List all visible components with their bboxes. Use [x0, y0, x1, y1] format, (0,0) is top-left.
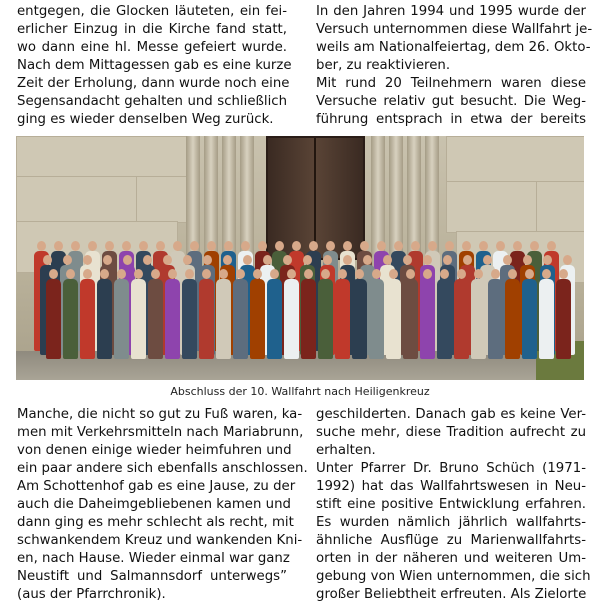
person-head — [173, 241, 182, 251]
person-figure — [199, 279, 214, 359]
person-head — [479, 241, 488, 251]
person-head — [503, 255, 512, 265]
person-head — [343, 255, 352, 265]
person-head — [355, 269, 364, 279]
person-figure — [539, 279, 554, 359]
text-line: Versuche relativ gut besucht. Die Weg- — [316, 94, 586, 109]
person-figure — [318, 279, 333, 359]
person-head — [530, 241, 539, 251]
person-head — [292, 241, 301, 251]
person-head — [203, 255, 212, 265]
person-head — [360, 241, 369, 251]
text-line: suche mehr, diese Tradition aufrecht zu — [316, 425, 586, 440]
person-head — [168, 269, 177, 279]
person-head — [508, 269, 517, 279]
text-line: 1992) hat das Wallfahrtswesen in Neu- — [316, 479, 586, 494]
person-figure — [80, 279, 95, 359]
text-line: erhalten. — [316, 443, 376, 458]
person-head — [241, 241, 250, 251]
person-head — [183, 255, 192, 265]
person-head — [63, 255, 72, 265]
person-head — [236, 269, 245, 279]
text-line: ähnliche Ausflüge zu Marienwallfahrts- — [316, 533, 586, 548]
person-head — [202, 269, 211, 279]
person-figure — [301, 279, 316, 359]
text-line: auch die Daheimgebliebenen kamen und — [17, 497, 291, 512]
person-figure — [488, 279, 503, 359]
person-figure — [131, 279, 146, 359]
person-figure — [352, 279, 367, 359]
text-line: weils am Nationalfeiertag, dem 26. Okto- — [316, 40, 591, 55]
person-head — [66, 269, 75, 279]
person-head — [54, 241, 63, 251]
person-figure — [471, 279, 486, 359]
text-line: Es wurden nämlich jährlich wallfahrts- — [316, 515, 586, 530]
person-head — [37, 241, 46, 251]
person-figure — [454, 279, 469, 359]
person-head — [258, 241, 267, 251]
person-head — [543, 255, 552, 265]
person-head — [123, 255, 132, 265]
person-figure — [97, 279, 112, 359]
person-head — [406, 269, 415, 279]
person-head — [253, 269, 262, 279]
person-figure — [46, 279, 61, 359]
person-head — [457, 269, 466, 279]
person-head — [287, 269, 296, 279]
person-head — [428, 241, 437, 251]
person-head — [219, 269, 228, 279]
text-line: ein paar andere sich ebenfalls anschlossen. — [17, 461, 308, 476]
person-figure — [63, 279, 78, 359]
person-head — [423, 255, 432, 265]
person-head — [377, 241, 386, 251]
person-head — [474, 269, 483, 279]
person-head — [263, 255, 272, 265]
text-line: Manche, die nicht so gut zu Fuß waren, ka- — [17, 407, 303, 422]
person-figure — [182, 279, 197, 359]
person-head — [223, 255, 232, 265]
text-line: wo dann eine hl. Messe gefeiert wurde. — [17, 40, 287, 55]
text-line: en, nach Hause. Wieder einmal war ganz — [17, 551, 290, 566]
person-head — [283, 255, 292, 265]
person-head — [389, 269, 398, 279]
person-head — [338, 269, 347, 279]
person-figure — [114, 279, 129, 359]
person-head — [525, 269, 534, 279]
text-column-bottom-left — [17, 406, 308, 604]
person-head — [207, 241, 216, 251]
person-head — [303, 255, 312, 265]
person-head — [304, 269, 313, 279]
text-line: men mit Verkehrsmitteln nach Mariabrunn, — [17, 425, 304, 440]
text-line: gebung von Wien unternommen, die sich — [316, 569, 591, 584]
person-head — [103, 255, 112, 265]
person-head — [122, 241, 131, 251]
text-column-bottom-right — [316, 406, 591, 604]
person-head — [542, 269, 551, 279]
person-head — [440, 269, 449, 279]
person-figure — [335, 279, 350, 359]
person-figure — [522, 279, 537, 359]
person-head — [134, 269, 143, 279]
person-head — [100, 269, 109, 279]
person-head — [559, 269, 568, 279]
text-line: führung entsprach in etwa der bereits — [316, 112, 586, 127]
person-figure — [437, 279, 452, 359]
text-line: ber, zu reaktivieren. — [316, 58, 451, 73]
person-head — [523, 255, 532, 265]
text-line: orten in der näheren und weiteren Um- — [316, 551, 586, 566]
person-head — [83, 255, 92, 265]
person-head — [156, 241, 165, 251]
text-line: Mit rund 20 Teilnehmern waren diese — [316, 76, 586, 91]
person-head — [163, 255, 172, 265]
person-head — [394, 241, 403, 251]
person-head — [563, 255, 572, 265]
person-head — [445, 241, 454, 251]
text-line: ging es wieder denselben Weg zurück. — [17, 112, 274, 127]
person-head — [423, 269, 432, 279]
text-line: dann ging es mehr schlecht als recht, mit — [17, 515, 294, 530]
text-line: stift eine positive Entwicklung erfahren. — [316, 497, 586, 512]
person-figure — [386, 279, 401, 359]
person-head — [151, 269, 160, 279]
text-line: Am Schottenhof gab es eine Jause, zu der — [17, 479, 296, 494]
person-head — [270, 269, 279, 279]
person-head — [71, 241, 80, 251]
person-head — [491, 269, 500, 279]
person-head — [326, 241, 335, 251]
person-head — [323, 255, 332, 265]
text-line: schwankendem Kreuz und wankenden Kni- — [17, 533, 303, 548]
person-head — [49, 269, 58, 279]
person-head — [372, 269, 381, 279]
text-line: Zeit der Erholung, dann wurde noch eine — [17, 76, 290, 91]
person-head — [43, 255, 52, 265]
person-head — [483, 255, 492, 265]
text-line: Nach dem Mittagessen gab es eine kurze — [17, 58, 292, 73]
text-line: Neustift und Salmannsdorf unterwegs” — [17, 569, 287, 584]
person-head — [343, 241, 352, 251]
text-line: von denen einige wieder heimfuhren und — [17, 443, 292, 458]
person-figure — [403, 279, 418, 359]
person-head — [462, 241, 471, 251]
person-head — [547, 241, 556, 251]
text-column-top-right — [316, 3, 593, 129]
person-head — [190, 241, 199, 251]
person-figure — [267, 279, 282, 359]
person-figure — [284, 279, 299, 359]
person-head — [496, 241, 505, 251]
text-line: Segensandacht gehalten und schließlich — [17, 94, 287, 109]
person-head — [88, 241, 97, 251]
person-head — [243, 255, 252, 265]
person-figure — [216, 279, 231, 359]
person-figure — [250, 279, 265, 359]
person-head — [224, 241, 233, 251]
person-head — [383, 255, 392, 265]
text-line: In den Jahren 1994 und 1995 wurde der — [316, 4, 586, 19]
person-head — [403, 255, 412, 265]
person-figure — [420, 279, 435, 359]
person-figure — [505, 279, 520, 359]
person-head — [105, 241, 114, 251]
person-head — [443, 255, 452, 265]
person-head — [309, 241, 318, 251]
person-head — [139, 241, 148, 251]
text-line: geschilderten. Danach gab es keine Ver- — [316, 407, 586, 422]
person-figure — [233, 279, 248, 359]
person-head — [185, 269, 194, 279]
text-line: großer Beliebtheit erfreuten. Als Zielorte — [316, 587, 587, 602]
photo-caption: Abschluss der 10. Wallfahrt nach Heiligenkreuz — [170, 385, 430, 398]
person-head — [411, 241, 420, 251]
text-line: entgegen, die Glocken läuteten, ein fei- — [17, 4, 287, 19]
person-head — [275, 241, 284, 251]
group-photo — [16, 136, 584, 380]
person-head — [363, 255, 372, 265]
person-head — [117, 269, 126, 279]
text-line: erlicher Einzug in die Kirche fand statt, — [17, 22, 287, 37]
person-figure — [165, 279, 180, 359]
text-column-top-left — [17, 3, 292, 129]
person-figure — [556, 279, 571, 359]
person-head — [83, 269, 92, 279]
text-line: (aus der Pfarrchronik). — [17, 587, 166, 602]
person-head — [463, 255, 472, 265]
person-head — [513, 241, 522, 251]
text-line: Unter Pfarrer Dr. Bruno Schüch (1971- — [316, 461, 586, 476]
person-figure — [369, 279, 384, 359]
text-line: Versuch unternommen diese Wallfahrt je- — [316, 22, 593, 37]
person-head — [321, 269, 330, 279]
person-figure — [148, 279, 163, 359]
person-head — [143, 255, 152, 265]
